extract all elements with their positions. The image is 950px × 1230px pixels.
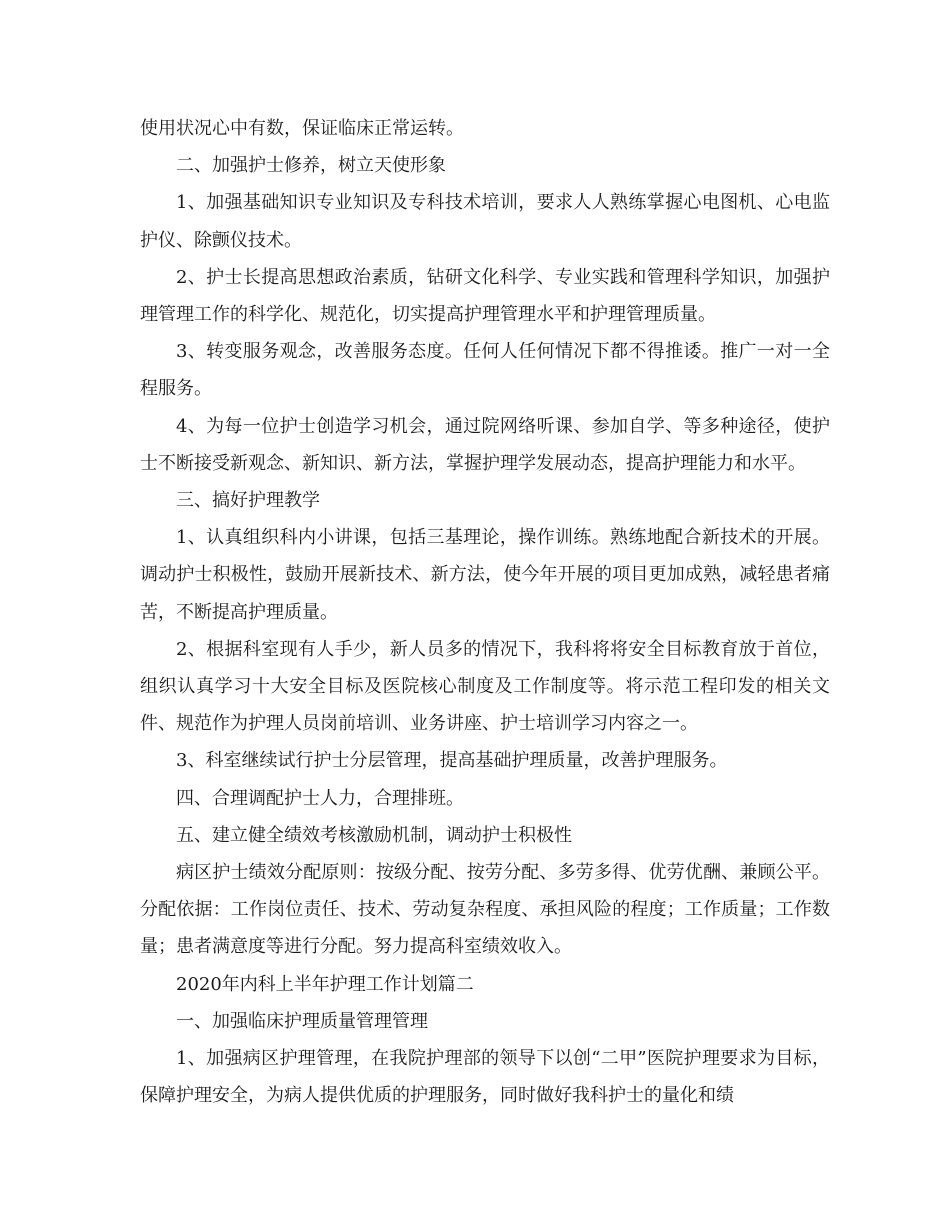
paragraph-continuation: 使用状况心中有数，保证临床正常运转。: [140, 118, 464, 139]
section-heading-4: 四、合理调配护士人力，合理排班。: [176, 787, 464, 809]
paragraph: 4、为每一位护士创造学习机会，通过院网络听课、参加自学、等多种途径，使护士不断接受新观念、新知识、新方法，掌握护理学发展动态，提高护理能力和水平。: [140, 415, 830, 474]
document-body: [140, 110, 830, 1114]
paragraph: 1、加强病区护理管理，在我院护理部的领导下以创“二甲”医院护理要求为目标，保障护理安全，为病人提供优质的护理服务，同时做好我科护士的量化和绩: [140, 1048, 830, 1107]
section-heading-5: 五、建立健全绩效考核激励机制，调动护士积极性: [176, 824, 572, 846]
article-title: 2020年内科上半年护理工作计划篇二: [176, 973, 474, 995]
paragraph: 病区护士绩效分配原则：按级分配、按劳分配、多劳多得、优劳优酬、兼顾公平。分配依据：工作岗位责任、技术、劳动复杂程度、承担风险的程度；工作质量；工作数量；患者满意度等进行分配。努力提高科室绩效收入。: [140, 862, 830, 958]
section-heading-2: 二、加强护士修养，树立天使形象: [176, 155, 446, 177]
paragraph: 3、科室继续试行护士分层管理，提高基础护理质量，改善护理服务。: [176, 750, 728, 772]
paragraph: 1、加强基础知识专业知识及专科技术培训，要求人人熟练掌握心电图机、心电监护仪、除颤仪技术。: [140, 192, 830, 251]
paragraph: 2、根据科室现有人手少，新人员多的情况下，我科将将安全目标教育放于首位，组织认真学习十大安全目标及医院核心制度及工作制度等。将示范工程印发的相关文件、规范作为护理人员岗前培训、业务讲座、护士培训学习内容之一。: [140, 638, 830, 735]
paragraph: 1、认真组织科内小讲课，包括三基理论，操作训练。熟练地配合新技术的开展。调动护士积极性，鼓励开展新技术、新方法，使今年开展的项目更加成熟，减轻患者痛苦，不断提高护理质量。: [140, 527, 830, 623]
section-heading-3: 三、搞好护理教学: [176, 490, 320, 512]
paragraph: 2、护士长提高思想政治素质，钻研文化科学、专业实践和管理科学知识，加强护理管理工作的科学化、规范化，切实提高护理管理水平和护理管理质量。: [140, 266, 830, 326]
section-heading-1: 一、加强临床护理质量管理管理: [176, 1010, 428, 1032]
paragraph: 3、转变服务观念，改善服务态度。任何人任何情况下都不得推诿。推广一对一全程服务。: [140, 341, 830, 400]
